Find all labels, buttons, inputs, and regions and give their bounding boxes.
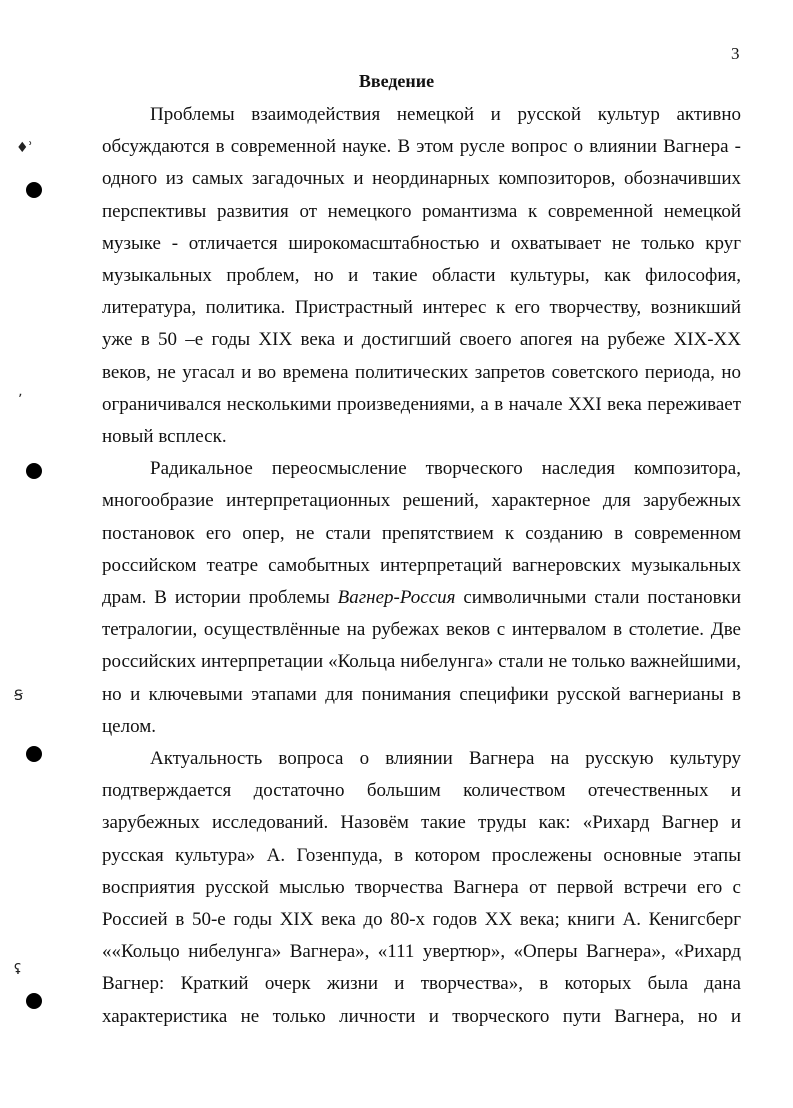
punch-hole-dot: [26, 182, 42, 198]
paragraph-1: [102, 99, 741, 453]
paragraph-1-text: Проблемы взаимодействия немецкой и русской культур активно обсуждаются в современной науке. В этом русле вопрос о влиянии Вагнера - одного из самых загадочных и неординарных композиторов, обозначивших перспективы развития от немецкого романтизма к современной немецкой музыке - отличается широкомасштабностью и охватывает не только круг музыкальных проблем, но и такие области культуры, как философия, литература, политика. Пристрастный интерес к его творчеству, возникший уже в 50 –е годы XIX века и достигший своего апогея на рубеже XIX-XX веков, не угасал и во времена политических запретов советского периода, но ограничивался несколькими произведениями, а в начале XXI века переживает новый всплеск.: [102, 104, 741, 448]
margin-mark: ʢ: [14, 962, 22, 978]
paragraph-2-text-start: Радикальное переосмысление творческого наследия композитора, многообразие интерпретационных решений, характерное для зарубежных постановок его опер, не стали препятствием к созданию в современном российском театре самобытных интерпретаций вагнеровских музыкальных драм. В истории проблемы: [102, 458, 741, 609]
margin-mark: Ꞩ: [14, 688, 23, 704]
punch-hole-dot: [26, 993, 42, 1009]
page-number: 3: [731, 44, 740, 63]
body-text: [102, 99, 741, 1033]
page-title: Введение: [358, 71, 435, 91]
punch-hole-dot: [26, 463, 42, 479]
margin-mark: ʼ: [18, 392, 23, 408]
punch-hole-dot: [26, 746, 42, 762]
paragraph-2: [102, 453, 741, 743]
margin-mark: ♦ʾ: [16, 140, 33, 156]
paragraph-3-text: Актуальность вопроса о влиянии Вагнера на русскую культуру подтверждается достаточно большим количеством отечественных и зарубежных исследований. Назовём такие труды как: «Рихард Вагнер и русская культура» А. Гозенпуда, в котором прослежены основные этапы восприятия русской мыслью творчества Вагнера от первой встречи его с Россией в 50-е годы XIX века до 80-х годов XX века; книги А. Кенигсберг ««Кольцо нибелунга» Вагнера», «111 увертюр», «Оперы Вагнера», «Рихард Вагнер: Краткий очерк жизни и творчества», в которых была дана характеристика не только личности и творческого пути Вагнера, но и: [102, 748, 741, 1027]
paragraph-3: [102, 743, 741, 1033]
paragraph-2-italic-term: Вагнер-Россия: [337, 587, 456, 609]
paragraph-2-text-end: символичными стали постановки тетралогии, осуществлённые на рубежах веков с интервалом в столетие. Две российских интерпретации «Кольца нибелунга» стали не только важнейшими, но и ключевыми этапами для понимания специфики русской вагнерианы в целом.: [102, 587, 741, 737]
